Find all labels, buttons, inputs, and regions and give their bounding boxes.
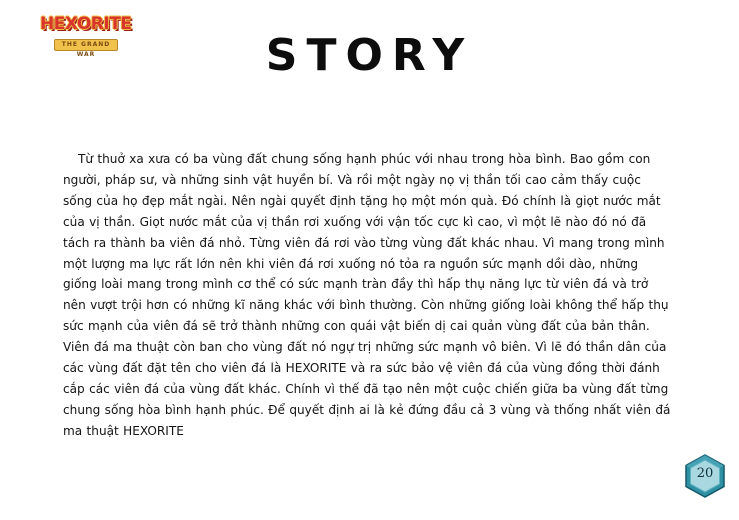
story-paragraph: Từ thuở xa xưa có ba vùng đất chung sống hạnh phúc với nhau trong hòa bình. Bao gồm con người, pháp sư, và những sinh vật huyền bí. Và rồi một ngày nọ vị thần tối cao cảm thấy cuộc sống của họ đẹp mắt ngài. Nên ngài quyết định tặng họ một món quà. Đó chính là giọt nước mắt của vị thần. Giọt nước mắt của vị thần rơi xuống với vận tốc cực kì cao, vì một lẽ nào đó nó đã tách ra thành ba viên đá nhỏ. Từng viên đá rơi vào từng vùng đất khác nhau. Vì mang trong mình một lượng ma lực rất lớn nên khi viên đá rơi xuống nó tỏa ra nguồn sức mạnh dồi dào, những giống loài mang trong mình cơ thể có sức mạnh tràn đầy thì hấp thụ năng lực từ viên đá và trở nên vượt trội hơn có những kĩ năng khác với bình thường. Còn những giống loài không thể hấp thụ sức mạnh của viên đá sẽ trở thành những con quái vật biến dị cai quản vùng đất của bản thân. Viên đá ma thuật còn ban cho vùng đất nó ngự trị những sức mạnh vô biên. Vì lẽ đó thần dân của các vùng đất đặt tên cho viên đá là HEXORITE và ra sức bảo vệ viên đá của vùng đồng thời đánh cắp các viên đá của vùng đất khác. Chính vì thế đã tạo nên một cuộc chiến giữa ba vùng đất từng chung sống hòa bình hạnh phúc. Để quyết định ai là kẻ đứng đầu cả 3 vùng và thống nhất viên đá ma thuật HEXORITE bbox=[63, 152, 671, 438]
page-number-badge bbox=[684, 454, 726, 498]
page-title: STORY bbox=[265, 30, 474, 81]
logo-subtitle-banner: THE GRAND WAR bbox=[54, 39, 118, 51]
logo-title: HEXORITE bbox=[40, 14, 132, 34]
page-number: 20 bbox=[696, 466, 714, 481]
